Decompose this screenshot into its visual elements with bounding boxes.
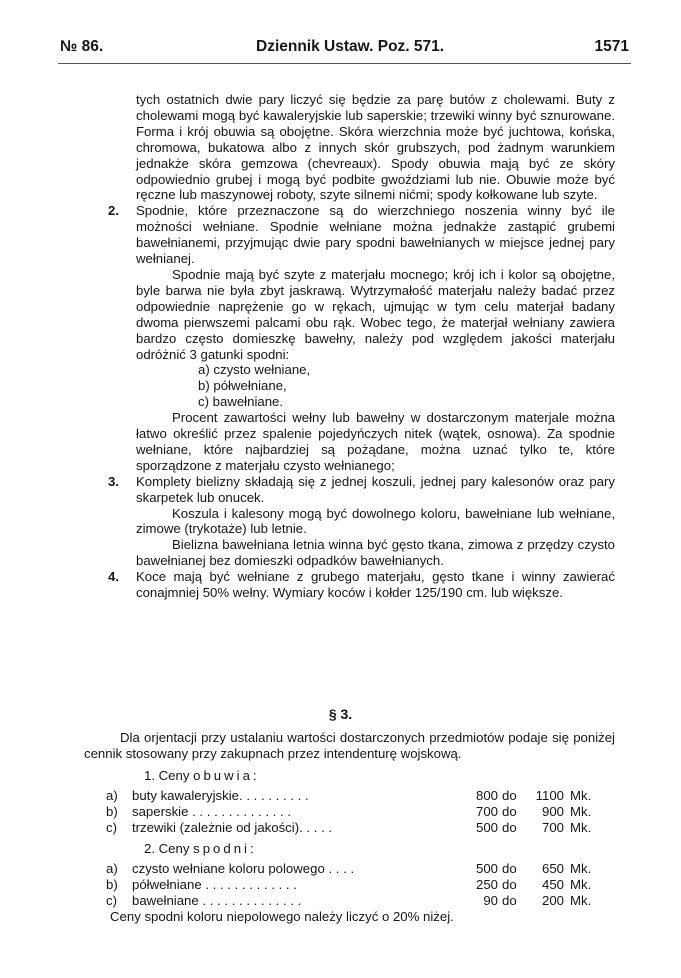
spodnie-heading-num: 2. Ceny [144,841,190,857]
page-number: 1571 [594,38,629,55]
price-unit: Mk. [570,787,592,803]
price-from: 500 [475,819,498,835]
price-to: 1100 [535,787,564,803]
price-to: 700 [541,819,564,835]
price-do: do [502,819,517,835]
price-row [106,819,615,836]
sort-c: c) bawełniane. [198,394,284,410]
issue-number: № 86. [60,38,104,55]
price-letter: c) [106,893,117,909]
item-2-text3: Procent zawartości wełny lub bawełny w dostarczonym materjale można łatwo określić przez spalenie pojedyńczych nitek (wątek, osnowa). Za spodnie wełniane, które najbardziej są pożądane, można uznać tylko te, które sporządzone z materjału czysto wełnianego; [136,410,615,473]
spodnie-heading [110,841,615,857]
price-section [84,730,615,925]
price-letter: c) [106,819,117,835]
price-to: 200 [541,893,564,909]
price-from: 800 [475,787,498,803]
price-row [106,877,615,893]
price-unit: Mk. [570,877,592,893]
price-letter: b) [106,803,118,819]
price-do: do [502,877,517,893]
sort-b: b) półwełniane, [198,378,287,394]
price-name: buty kawaleryjskie. . . . . . . . . . [132,787,309,803]
price-do: do [502,803,517,819]
price-to: 650 [541,861,564,877]
item-3 [110,474,615,569]
price-letter: a) [106,861,118,877]
price-letter: a) [106,787,118,803]
price-name: czysto wełniane koloru polowego . . . . [132,861,355,877]
item-4-text: Koce mają być wełniane z grubego materjału, gęsto tkane i winny zawierać conajmniej 50% wełny. Wymiary koców i kołder 125/190 cm. lub większe. [136,569,615,601]
price-name: trzewiki (zależnie od jakości). . . . . [132,819,333,835]
spodnie-heading-word: spodni: [193,841,257,857]
obuwie-heading-word: obuwia: [193,767,260,783]
item-3-text: Komplety bielizny składają się z jednej koszuli, jednej pary kalesonów oraz pary skarpetek lub onucek. [136,473,615,505]
price-to: 900 [541,803,564,819]
obuwie-heading [110,768,615,784]
spodnie-price-list [106,861,615,909]
item-3-number: 3. [108,473,119,489]
item-3-text2: Koszula i kalesony mogą być dowolnego koloru, bawełniane lub wełniane, zimowe (trykotaże) lub letnie. [136,505,615,537]
price-to: 450 [541,877,564,893]
price-do: do [502,861,517,877]
price-name: bawełniane . . . . . . . . . . . . . . [132,893,302,909]
price-letter: b) [106,877,118,893]
item-2 [110,203,615,473]
price-footer: Ceny spodni koloru niepolowego należy liczyć o 20% niżej. [110,908,454,924]
continued-paragraph: tych ostatnich dwie pary liczyć się będzie za parę butów z cholewami. Buty z cholewami mogą być kawaleryjskie lub saperskie; trzewiki winny być sznurowane. Forma i krój obuwia są obojętne. Skóra wierzchnia może być juchtowa, końska, chromowa, bukatowa albo z innych skór grubszych, pod żadnym warunkiem jednakże skóra gemzowa (chevreaux). Spody obuwia mają być ze skóry odpowiednio grubej i mogą być podbite gwoździami lub nie. Obuwie może być ręczne lub maszynowej roboty, szyte silnemi nićmi; spody kołkowane lub szyte. [136,92,615,203]
page-header [56,38,631,62]
price-from: 500 [475,861,498,877]
price-unit: Mk. [570,861,592,877]
price-row [106,803,615,820]
item-3-text3: Bielizna bawełniana letnia winna być gęsto tkana, zimowa z przędzy czysto bawełnianej bez domieszki odpadków bawełnianych. [136,537,615,569]
section-heading: § 3. [328,706,353,722]
item-2-text: Spodnie, które przeznaczone są do wierzchniego noszenia winny być ile możności wełniane. Spodnie wełniane można jednakże zastąpić grubemi bawełnianemi, przyjmując dwie pary spodni bawełnianych w miejsce jednej pary wełnianej. [136,203,615,267]
price-from: 90 [483,893,498,909]
journal-title: Dziennik Ustaw. Poz. 571. [256,38,445,55]
sort-a: a) czysto wełniane, [198,362,311,378]
price-unit: Mk. [570,893,592,909]
price-unit: Mk. [570,819,592,835]
price-row [106,893,615,909]
header-rule [58,63,631,64]
price-from: 250 [475,877,498,893]
intro-paragraph: Dla orjentacji przy ustalaniu wartości dostarczonych przedmiotów podaje się poniżej cennik stosowany przy zakupnach przez intendenturę wojskową. [84,730,615,761]
item-4 [110,569,615,601]
price-name: półwełniane . . . . . . . . . . . . . [132,877,297,893]
price-row [106,861,615,877]
price-do: do [502,893,517,909]
obuwie-price-list [106,787,615,836]
document-body [110,92,615,601]
price-unit: Mk. [570,803,592,819]
item-2-number: 2. [108,203,119,219]
price-name: saperskie . . . . . . . . . . . . . . [132,803,292,819]
item-2-text2: Spodnie mają być szyte z materjału mocnego; krój ich i kolor są obojętne, byle barwa nie była zbyt jaskrawą. Wytrzymałość materjału należy badać przez odpowiednie naprężenie go w rękach, ujmując w tym celu materjał badany dwoma pierwszemi palcami obu rąk. Wobec tego, że materjał wełniany zawiera bardzo często domieszkę bawełny, należy pod względem jakości materjału odróżnić 3 gatunki spodni: [136,266,615,362]
price-row [106,787,615,804]
item-4-number: 4. [108,569,119,585]
price-from: 700 [475,803,498,819]
price-do: do [502,787,517,803]
obuwie-heading-num: 1. Ceny [144,767,190,783]
